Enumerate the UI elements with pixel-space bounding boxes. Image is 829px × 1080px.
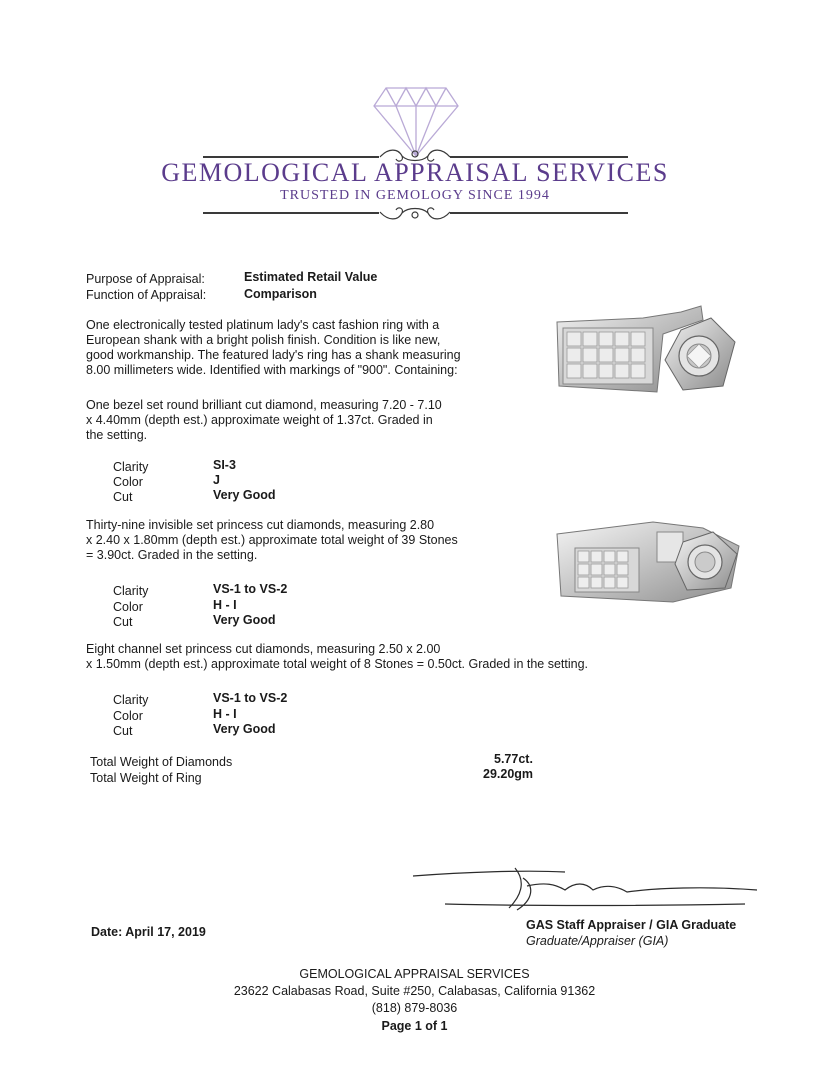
header-bottom-rule-right bbox=[450, 212, 628, 214]
company-tagline: TRUSTED IN GEMOLOGY SINCE 1994 bbox=[280, 188, 550, 203]
stone1-description: One bezel set round brilliant cut diamond, measuring 7.20 - 7.10 x 4.40mm (depth est.) approximate weight of 1.37ct. Graded in the setting. bbox=[86, 398, 442, 442]
stone2-cut-value: Very Good bbox=[213, 613, 276, 627]
stone2-color-label: Color bbox=[113, 600, 143, 614]
stone1-clarity-value: SI-3 bbox=[213, 458, 236, 472]
function-value: Comparison bbox=[244, 287, 317, 301]
stone1-clarity-label: Clarity bbox=[113, 460, 149, 474]
stone2-description: Thirty-nine invisible set princess cut diamonds, measuring 2.80 x 2.40 x 1.80mm (depth est.) approximate total weight of 39 Stones = 3.90ct. Graded in the setting. bbox=[86, 518, 458, 562]
stone3-clarity-label: Clarity bbox=[113, 693, 149, 707]
header-bottom-rule bbox=[203, 212, 379, 214]
stone3-color-value: H - I bbox=[213, 707, 237, 721]
appraisal-date: Date: April 17, 2019 bbox=[91, 925, 206, 939]
item-description: One electronically tested platinum lady's cast fashion ring with a European shank with a bright polish finish. Condition is like new, good workmanship. The featured lady's ring has a shank measuring 8.00 millimeters wide. Identified with markings of "900". Containing: bbox=[86, 318, 461, 377]
total-ring-label: Total Weight of Ring bbox=[90, 771, 202, 785]
stone3-cut-value: Very Good bbox=[213, 722, 276, 736]
stone1-color-value: J bbox=[213, 473, 220, 487]
footer-address: 23622 Calabasas Road, Suite #250, Calabasas, California 91362 bbox=[233, 984, 596, 998]
stone2-color-value: H - I bbox=[213, 598, 237, 612]
stone2-cut-label: Cut bbox=[113, 615, 133, 629]
stone3-clarity-value: VS-1 to VS-2 bbox=[213, 691, 288, 705]
stone2-clarity-label: Clarity bbox=[113, 584, 149, 598]
function-label: Function of Appraisal: bbox=[86, 288, 207, 302]
stone3-cut-label: Cut bbox=[113, 724, 133, 738]
footer-company: GEMOLOGICAL APPRAISAL SERVICES bbox=[299, 967, 530, 981]
page-number: Page 1 of 1 bbox=[381, 1019, 448, 1033]
stone1-cut-label: Cut bbox=[113, 490, 133, 504]
total-diamonds-label: Total Weight of Diamonds bbox=[90, 755, 233, 769]
stone3-color-label: Color bbox=[113, 709, 143, 723]
stone1-color-label: Color bbox=[113, 475, 143, 489]
appraiser-title: GAS Staff Appraiser / GIA Graduate bbox=[526, 918, 737, 932]
total-diamonds-value: 5.77ct. bbox=[494, 752, 533, 766]
total-ring-value: 29.20gm bbox=[483, 767, 534, 781]
ring-photo-bottom bbox=[553, 518, 743, 606]
appraiser-subtitle: Graduate/Appraiser (GIA) bbox=[526, 934, 669, 948]
company-title: GEMOLOGICAL APPRAISAL SERVICES bbox=[161, 158, 669, 187]
purpose-value: Estimated Retail Value bbox=[244, 270, 378, 284]
flourish-bottom-icon bbox=[378, 203, 452, 223]
footer-phone: (818) 879-8036 bbox=[371, 1001, 458, 1015]
stone1-cut-value: Very Good bbox=[213, 488, 276, 502]
purpose-label: Purpose of Appraisal: bbox=[86, 272, 205, 286]
stone3-description: Eight channel set princess cut diamonds, measuring 2.50 x 2.00 x 1.50mm (depth est.) approximate total weight of 8 Stones = 0.50ct. Graded in the setting. bbox=[86, 642, 589, 671]
appraiser-signature bbox=[405, 860, 765, 916]
stone2-clarity-value: VS-1 to VS-2 bbox=[213, 582, 288, 596]
ring-photo-top bbox=[553, 300, 743, 400]
